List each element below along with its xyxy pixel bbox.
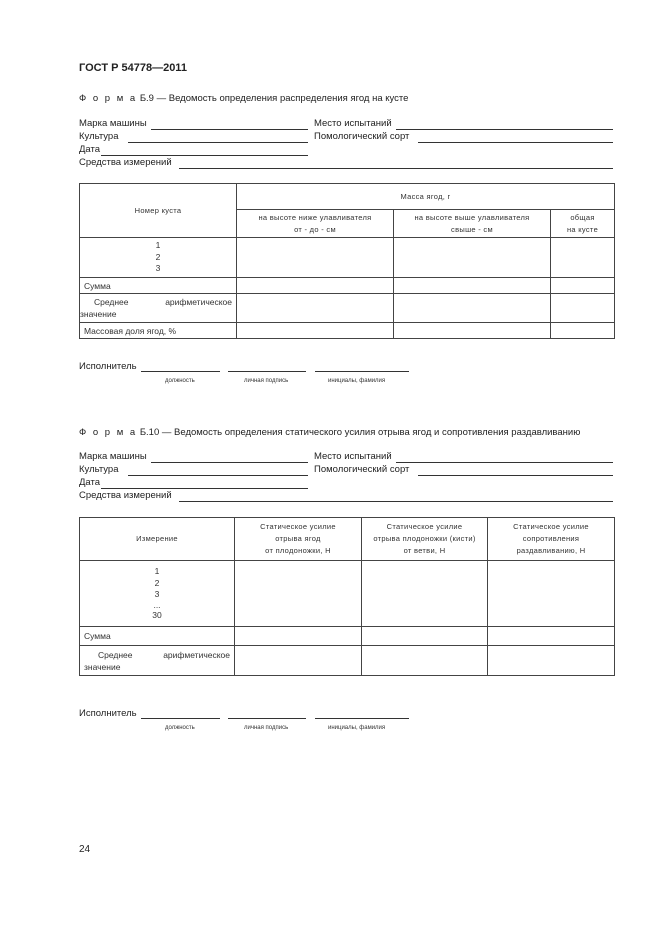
table-row: [80, 323, 615, 339]
variety-line[interactable]: [418, 142, 613, 143]
cell-total[interactable]: [551, 294, 615, 323]
instruments-line[interactable]: [179, 501, 613, 502]
table-row: [80, 561, 615, 627]
col-berry-detach: Статическое усилие отрыва ягод от плодоножки, Н: [235, 518, 362, 561]
variety-label: Помологический сорт: [314, 464, 410, 475]
col-bush-number: Номер куста: [80, 184, 237, 238]
col-below-catcher: на высоте ниже улавливателя от - до - см: [237, 210, 394, 238]
table-row: [80, 278, 615, 294]
variety-label: Помологический сорт: [314, 131, 410, 142]
table-row: [80, 646, 615, 676]
sign-caption: личная подпись: [244, 725, 289, 731]
cell-below[interactable]: [237, 323, 394, 339]
col-above-catcher: на высоте выше улавливателя свыше - см: [394, 210, 551, 238]
position-line[interactable]: [141, 371, 220, 372]
position-caption: должность: [165, 378, 195, 384]
cell-below[interactable]: [237, 238, 394, 278]
row-numbers: 1 2 3 ... 30: [80, 561, 235, 627]
cell-crush-resistance[interactable]: [488, 561, 615, 627]
table-row: [80, 294, 615, 323]
date-label: Дата: [79, 144, 101, 155]
culture-line[interactable]: [128, 475, 308, 476]
cell-above[interactable]: [394, 238, 551, 278]
cell-below[interactable]: [237, 294, 394, 323]
form-b9-fields: [79, 118, 619, 173]
machine-line[interactable]: [151, 129, 308, 130]
name-caption: инициалы, фамилия: [328, 725, 386, 731]
instruments-line[interactable]: [179, 168, 613, 169]
machine-label: Марка машины: [79, 118, 147, 129]
form-b10-fields: [79, 451, 619, 506]
sign-line[interactable]: [228, 718, 306, 719]
cell-berry-detach[interactable]: [235, 561, 362, 627]
cell-total[interactable]: [551, 238, 615, 278]
page-number: 24: [79, 844, 91, 855]
form-b10-title: Ф о р м а Б.10 — Ведомость определения статического усилия отрыва ягод и сопротивления раздавливанию: [79, 427, 581, 438]
row-sum: Сумма: [80, 627, 235, 646]
date-label: Дата: [79, 477, 101, 488]
culture-label: Культура: [79, 464, 119, 475]
machine-line[interactable]: [151, 462, 308, 463]
name-caption: инициалы, фамилия: [328, 378, 386, 384]
machine-label: Марка машины: [79, 451, 147, 462]
cell-below[interactable]: [237, 278, 394, 294]
col-stem-detach: Статическое усилие отрыва плодоножки (кисти) от ветви, Н: [362, 518, 488, 561]
cell-total[interactable]: [551, 323, 615, 339]
place-label: Место испытаний: [314, 451, 392, 462]
variety-line[interactable]: [418, 475, 613, 476]
cell-above[interactable]: [394, 278, 551, 294]
instruments-label: Средства измерений: [79, 157, 172, 168]
cell-above[interactable]: [394, 294, 551, 323]
cell-stem-detach[interactable]: [362, 646, 488, 676]
place-line[interactable]: [396, 462, 613, 463]
row-fraction: Массовая доля ягод, %: [80, 323, 237, 339]
culture-line[interactable]: [128, 142, 308, 143]
cell-berry-detach[interactable]: [235, 627, 362, 646]
form-b10-table: [79, 517, 615, 676]
cell-total[interactable]: [551, 278, 615, 294]
executor-label: Исполнитель: [79, 708, 137, 719]
cell-stem-detach[interactable]: [362, 561, 488, 627]
cell-crush-resistance[interactable]: [488, 646, 615, 676]
col-crush-resistance: Статическое усилие сопротивления раздавливанию, Н: [488, 518, 615, 561]
instruments-label: Средства измерений: [79, 490, 172, 501]
sign-line[interactable]: [228, 371, 306, 372]
executor-label: Исполнитель: [79, 361, 137, 372]
form-b10-signature: [79, 708, 419, 738]
col-total: общая на кусте: [551, 210, 615, 238]
row-mean: Среднее арифметическое значение: [80, 646, 235, 676]
place-label: Место испытаний: [314, 118, 392, 129]
cell-stem-detach[interactable]: [362, 627, 488, 646]
place-line[interactable]: [396, 129, 613, 130]
position-caption: должность: [165, 725, 195, 731]
col-measurement: Измерение: [80, 518, 235, 561]
table-row: [80, 627, 615, 646]
date-line[interactable]: [101, 155, 308, 156]
document-header: ГОСТ Р 54778—2011: [79, 62, 187, 74]
row-sum: Сумма: [80, 278, 237, 294]
form-b9-title: Ф о р м а Б.9 — Ведомость определения распределения ягод на кусте: [79, 93, 409, 104]
cell-crush-resistance[interactable]: [488, 627, 615, 646]
name-line[interactable]: [315, 371, 409, 372]
date-line[interactable]: [101, 488, 308, 489]
position-line[interactable]: [141, 718, 220, 719]
culture-label: Культура: [79, 131, 119, 142]
table-row: [80, 238, 615, 278]
row-numbers: 1 2 3: [80, 238, 237, 278]
row-mean: Среднее арифметическое значение: [80, 294, 237, 323]
form-b9-table: [79, 183, 615, 339]
sign-caption: личная подпись: [244, 378, 289, 384]
form-b9-signature: [79, 361, 419, 391]
cell-above[interactable]: [394, 323, 551, 339]
cell-berry-detach[interactable]: [235, 646, 362, 676]
name-line[interactable]: [315, 718, 409, 719]
col-group-mass: Масса ягод, г: [237, 184, 615, 210]
